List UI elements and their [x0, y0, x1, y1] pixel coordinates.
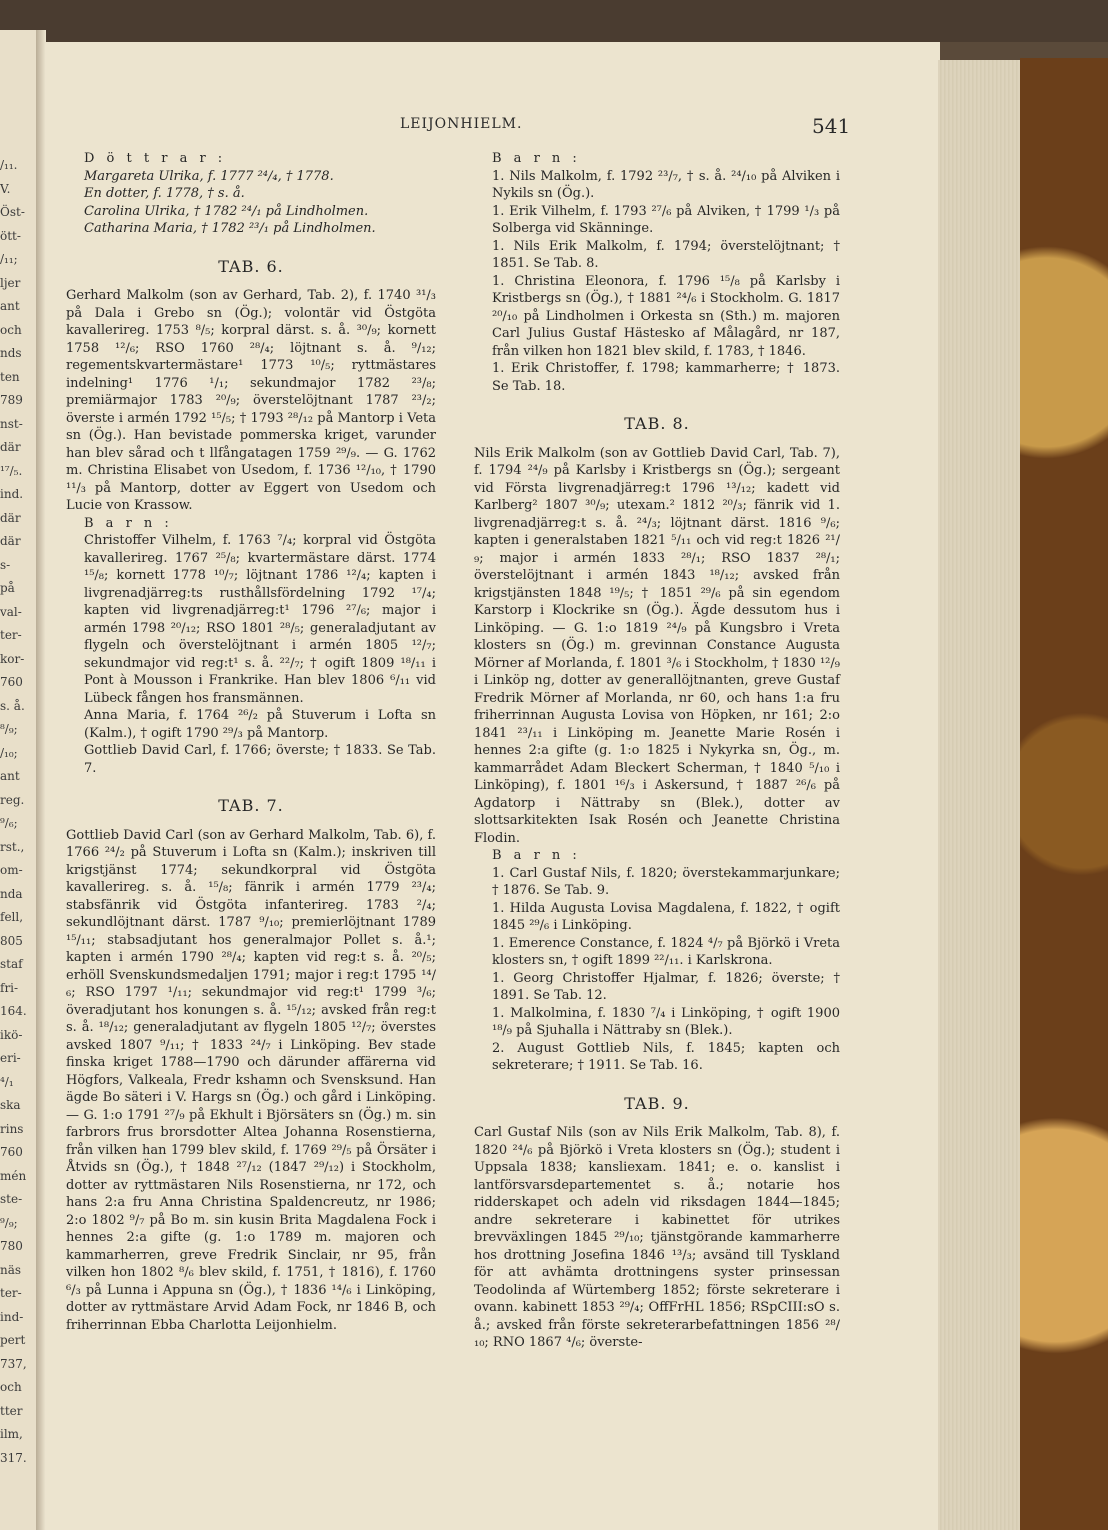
margin-fragment: och	[0, 1380, 22, 1394]
margin-fragment: och	[0, 322, 22, 337]
margin-fragment: ött-	[0, 228, 21, 243]
child-entry: Gottlieb David Carl, f. 1766; överste; † 1833. Se Tab. 7.	[84, 743, 436, 776]
child-entry: 1. Erik Vilhelm, f. 1793 ²⁷/₆ på Alviken, † 1799 ¹/₃ på Solberga vid Skänninge.	[492, 203, 840, 236]
margin-fragment: fell,	[0, 910, 24, 924]
children-label: B a r n :	[492, 151, 581, 166]
margin-fragment: 164.	[0, 1004, 27, 1018]
margin-fragment: där	[0, 534, 21, 548]
margin-fragment: 760	[0, 1145, 23, 1159]
margin-fragment: ant	[0, 769, 20, 783]
margin-fragment: ten	[0, 369, 20, 384]
margin-fragment: 789	[0, 393, 23, 407]
tab8-text: Nils Erik Malkolm (son av Gottlieb David Carl, Tab. 7), f. 1794 ²⁴/₉ på Karlsby i Kristbergs sn (Ög.); sergeant vid Första livgrenadjärreg:t 1796 ¹³/₁₂; kadett vid Karlberg² 1807 ³⁰/₉; utexam.² 1812 ²⁰/₃; fänrik vid 1. livgrenadjärreg:t s. å. ²⁴/₃; löjtnant därst. 1816 ⁹/₆; kapten i generalstaben 1821 ⁵/₁₁ och vid reg:t 1826 ²¹/₉; major i armén 1833 ²⁸/₁; RSO 1837 ²⁸/₁; överstelöjtnant i armén 1843 ¹⁸/₁₂; avsked från krigstjänsten 1848 ¹⁹/₅; † 1851 ²⁹/₆ på sin egendom Karstorp i Klockrike sn (Ög.). Ägde dessutom hus i Linköping. — G. 1:o 1819 ²⁴/₉ på Kungsbro i Vreta klosters sn (Ög.) m. grevinnan Constance Augusta Mörner af Morlanda, f. 1801 ³/₆ i Stockholm, † 1830 ¹²/₉ i Linköp ng, dotter av generallöjtnanten, greve Gustaf Fredrik Mörner af Morlanda, nr 60, och hans 1:a fru friherrinnan Augusta Lovisa von Höpken, nr 161; 2:o 1841 ²³/₁₁ i Linköping m. Jeanette Marie Rosén i hennes 2:a gifte (g. 1:o 1825 i Nykyrka sn, Ög., m. kammarrådet Adam Bleckert Scherman, † 1840 ⁵/₁₀ i Linköping), f. 1801 ¹⁶/₃ i Askersund, † 1887 ²⁶/₆ på Agdatorp i Nättraby sn (Blek.), dotter av slottsarkitekten Isak Rosén och Jeanette Christina Flodin.	[474, 445, 840, 846]
margin-fragment: rst.,	[0, 839, 25, 854]
tab7-heading: TAB. 7.	[218, 796, 284, 815]
running-head: LEIJONHIELM.	[400, 116, 523, 132]
margin-fragment: där	[0, 440, 21, 454]
right-column	[474, 150, 840, 1352]
margin-fragment: ilm,	[0, 1427, 23, 1441]
margin-fragment: ⁹/₉;	[0, 1215, 18, 1230]
margin-fragment: s-	[0, 557, 11, 572]
margin-fragment: 317.	[0, 1450, 27, 1465]
page-stack-edges	[938, 60, 1020, 1530]
daughter-entry: Margareta Ulrika, f. 1777 ²⁴/₄, † 1778.	[84, 168, 334, 184]
tab6-text: Gerhard Malkolm (son av Gerhard, Tab. 2), f. 1740 ³¹/₃ på Dala i Grebo sn (Ög.); volontär vid Östgöta kavallerireg. 1753 ⁸/₅; korpral därst. s. å. ³⁰/₉; kornett 1758 ¹²/₆; RSO 1760 ²⁸/₄; löjtnant s. å. ⁹/₁₂; regementskvartermästare¹ 1773 ¹⁰/₅; ryttmästares indelning¹ 1776 ¹/₁; sekundmajor 1782 ²³/₈; premiärmajor 1783 ²⁰/₉; överstelöjtnant 1787 ²³/₂; överste i armén 1792 ¹⁵/₅; † 1793 ²⁸/₁₂ på Mantorp i Veta sn (Ög.). Han bevistade pommerska kriget, varunder han blev sårad och t llfångatagen 1759 ²⁹/₉. — G. 1762 m. Christina Elisabet von Usedom, f. 1736 ¹²/₁₀, † 1790 ¹¹/₃ på Mantorp, dotter av Eggert von Usedom och Lucie von Krassow.	[66, 288, 436, 513]
margin-fragment: staf	[0, 957, 23, 971]
daughter-entry: En dotter, f. 1778, † s. å.	[84, 186, 245, 201]
margin-fragment: fri-	[0, 980, 19, 995]
tab7-text: Gottlieb David Carl (son av Gerhard Malkolm, Tab. 6), f. 1766 ²⁴/₂ på Stuverum i Lofta sn (Kalm.); inskriven till krigstjänst 1774; sekundkorpral vid Östgöta kavallerireg. s. å. ¹⁵/₈; fänrik i armén 1779 ²³/₄; stabsfänrik vid Östgöta infanterireg. 1783 ²/₄; sekundlöjtnant därst. 1787 ⁹/₁₀; premierlöjtnant 1789 ¹⁵/₁₁; stabsadjutant hos generalmajor Pollet s. å.¹; kapten i armén 1790 ²⁸/₄; kapten vid reg:t s. å. ²⁰/₅; erhöll Svenskundsmedaljen 1791; major i reg:t 1795 ¹⁴/₆; RSO 1797 ¹/₁₁; sekundmajor vid reg:t¹ 1799 ³/₆; överadjutant hos konungen s. å. ¹⁵/₁₂; avsked från reg:t s. å. ¹⁸/₁₂; generaladjutant av flygeln 1805 ¹²/₇; överstes avsked 1807 ⁹/₁₁; † 1833 ²⁴/₇ i Linköping. Bev stade finska kriget 1788—1790 och därunder affärerna vid Högfors, Valkeala, Fredr kshamn och Svensksund. Han ägde Bo säteri i V. Hargs sn (Ög.) och gård i Linköping. — G. 1:o 1791 ²⁷/₉ på Ekhult i Björsäters sn (Ög.) m. sin farbrors frus brorsdotter Altea Johanna Rosenstierna, från vilken han 1799 blev skild, f. 1769 ²⁹/₅ på Örsäter i Åtvids sn (Ög.), † 1848 ²⁷/₁₂ (1847 ²⁹/₁₂) i Stockholm, dotter av ryttmästaren Nils Rosenstierna, nr 172, och hans 2:a fru Anna Christina Spaldencreutz, nr 1986; 2:o 1802 ⁹/₇ på Bo m. sin kusin Brita Magdalena Fock i hennes 2:a gifte (g. 1:o 1789 m. majoren och kammarherren, greve Fredrik Sinclair, nr 95, från vilken hon 1802 ⁸/₆ blev skild, f. 1751, † 1816), f. 1760 ⁶/₃ på Lunna i Appuna sn (Ög.), † 1836 ¹⁴/₆ i Linköping, dotter av ryttmästare Arvid Adam Fock, nr 1846 B, och friherrinnan Ebba Charlotta Leijonhielm.	[66, 827, 436, 1333]
daughter-entry: Catharina Maria, † 1782 ²³/₁ på Lindholmen.	[84, 221, 376, 236]
margin-fragment: ste-	[0, 1192, 23, 1206]
margin-fragment: ⁸/₉;	[0, 722, 18, 736]
margin-fragment: där	[0, 510, 21, 525]
margin-fragment: ⁴/₁	[0, 1074, 14, 1089]
child-entry: 1. Hilda Augusta Lovisa Magdalena, f. 1822, † ogift 1845 ²⁹/₆ i Linköping.	[492, 900, 840, 933]
tab8-heading: TAB. 8.	[624, 414, 690, 433]
margin-fragment: om-	[0, 863, 23, 877]
child-entry: Christoffer Vilhelm, f. 1763 ⁷/₄; korpral vid Östgöta kavallerireg. 1767 ²⁵/₈; kvartermästare därst. 1774 ¹⁵/₈; kornett 1778 ¹⁰/₇; löjtnant 1786 ¹²/₄; kapten i livgrenadjärreg:ts rusthållsfördelning 1792 ¹⁷/₄; kapten vid livgrenadjärreg:t¹ 1796 ²⁷/₆; major i armén 1798 ²⁰/₁₂; RSO 1801 ²⁸/₅; generaladjutant av flygeln och överstelöjtnant i armén 1805 ¹²/₇; sekundmajor vid reg:t¹ s. å. ²²/₇; † ogift 1809 ¹⁸/₁₁ i Pont à Mousson i Frankrike. Han blev 1806 ⁶/₁₁ vid Lübeck fången hos fransmännen.	[84, 533, 436, 706]
margin-fragment: ter-	[0, 628, 22, 642]
child-entry: 1. Nils Erik Malkolm, f. 1794; överstelöjtnant; † 1851. Se Tab. 8.	[492, 238, 840, 271]
daughter-entry: Carolina Ulrika, † 1782 ²⁴/₁ på Lindholmen.	[84, 203, 369, 219]
child-entry: 2. August Gottlieb Nils, f. 1845; kapten och sekreterare; † 1911. Se Tab. 16.	[492, 1040, 840, 1073]
margin-fragment: näs	[0, 1262, 22, 1277]
margin-fragment: ikö-	[0, 1027, 23, 1042]
margin-fragment: nst-	[0, 416, 23, 431]
margin-fragment: 760	[0, 675, 23, 689]
margin-fragment: ska	[0, 1098, 21, 1112]
margin-fragment: reg.	[0, 792, 25, 807]
previous-page-edge	[0, 30, 40, 1530]
margin-fragment: s. å.	[0, 698, 25, 713]
margin-fragment: kor-	[0, 651, 25, 666]
marbled-cover	[1020, 58, 1108, 1530]
child-entry: 1. Emerence Constance, f. 1824 ⁴/₇ på Björkö i Vreta klosters sn, † ogift 1899 ²²/₁₁. i Karlskrona.	[492, 935, 840, 968]
margin-fragment: rins	[0, 1121, 24, 1136]
margin-fragment: /₁₁.	[0, 158, 18, 172]
margin-fragment: på	[0, 581, 15, 595]
child-entry: 1. Carl Gustaf Nils, f. 1820; överstekammarjunkare; † 1876. Se Tab. 9.	[492, 865, 840, 898]
margin-fragment: 737,	[0, 1356, 27, 1371]
children-label: B a r n :	[492, 848, 581, 863]
tab9-text: Carl Gustaf Nils (son av Nils Erik Malkolm, Tab. 8), f. 1820 ²⁴/₆ på Björkö i Vreta klosters sn (Ög.); student i Uppsala 1838; kansliexam. 1841; e. o. kanslist i lantförsvarsdepartementet s. å.; notarie hos ridderskapet och adeln vid riksdagen 1844—1845; andre sekreterare i kabinettet för utrikes brevväxlingen 1845 ²⁹/₁₀; tjänstgörande kammarherre hos drottning Josefina 1846 ¹³/₃; avsänd till Tyskland för att avhämta drottningens syster prinsessan Teodolinda af Würtemberg 1852; förste sekreterare i ovann. kabinett 1853 ²⁹/₄; OffFrHL 1856; RSpCIII:sO s. å.; avsked från förste sekreterarbefattningen 1856 ²⁸/₁₀; RNO 1867 ⁴/₆; överste-	[474, 1125, 840, 1350]
margin-fragment: eri-	[0, 1051, 21, 1065]
child-entry: Anna Maria, f. 1764 ²⁶/₂ på Stuverum i Lofta sn (Kalm.), † ogift 1790 ²⁹/₃ på Mantorp.	[84, 708, 436, 741]
tab9-heading: TAB. 9.	[624, 1093, 690, 1113]
left-column	[66, 150, 436, 1334]
margin-fragment: 780	[0, 1239, 23, 1253]
margin-fragment: tter	[0, 1403, 23, 1418]
margin-fragment: nds	[0, 346, 22, 360]
margin-fragment: nda	[0, 886, 23, 901]
child-entry: 1. Christina Eleonora, f. 1796 ¹⁵/₈ på Karlsby i Kristbergs sn (Ög.), † 1881 ²⁴/₆ i Stockholm. G. 1817 ²⁰/₁₀ på Lindholmen i Orkesta sn (Sth.) m. majoren Carl Julius Gustaf Hästesko af Målagård, nr 187, från vilken hon 1821 blev skild, f. 1783, † 1846.	[492, 273, 840, 359]
tab6-heading: TAB. 6.	[218, 256, 284, 276]
margin-fragment: ¹⁷/₅.	[0, 463, 23, 478]
margin-fragment: /₁₀;	[0, 745, 18, 760]
margin-fragment: pert	[0, 1333, 26, 1347]
children-label: B a r n :	[84, 515, 173, 531]
child-entry: 1. Erik Christoffer, f. 1798; kammarherre; † 1873. Se Tab. 18.	[492, 361, 840, 394]
margin-fragment: ter-	[0, 1286, 22, 1300]
margin-fragment: /₁₁;	[0, 252, 18, 266]
margin-fragment: V.	[0, 181, 11, 196]
child-entry: 1. Malkolmina, f. 1830 ⁷/₄ i Linköping, † ogift 1900 ¹⁸/₉ på Sjuhalla i Nättraby sn (Blek.).	[492, 1005, 840, 1038]
margin-fragment: ⁹/₆;	[0, 816, 18, 830]
margin-fragment: 805	[0, 933, 23, 948]
margin-fragment: mén	[0, 1168, 27, 1183]
margin-fragment: Öst-	[0, 205, 25, 219]
child-entry: 1. Nils Malkolm, f. 1792 ²³/₇, † s. å. ²⁴/₁₀ på Alviken i Nykils sn (Ög.).	[492, 168, 840, 201]
margin-fragment: ind.	[0, 487, 24, 501]
margin-fragment: ant	[0, 299, 20, 313]
book-gutter	[36, 30, 46, 1530]
child-entry: 1. Georg Christoffer Hjalmar, f. 1826; överste; † 1891. Se Tab. 12.	[492, 970, 840, 1003]
scan-background-top	[0, 0, 1108, 42]
margin-fragment: ljer	[0, 275, 21, 290]
margin-fragment: ind-	[0, 1309, 24, 1324]
daughters-label: D ö t t r a r :	[84, 151, 227, 166]
margin-fragment: val-	[0, 604, 22, 619]
page-number: 541	[812, 114, 851, 138]
